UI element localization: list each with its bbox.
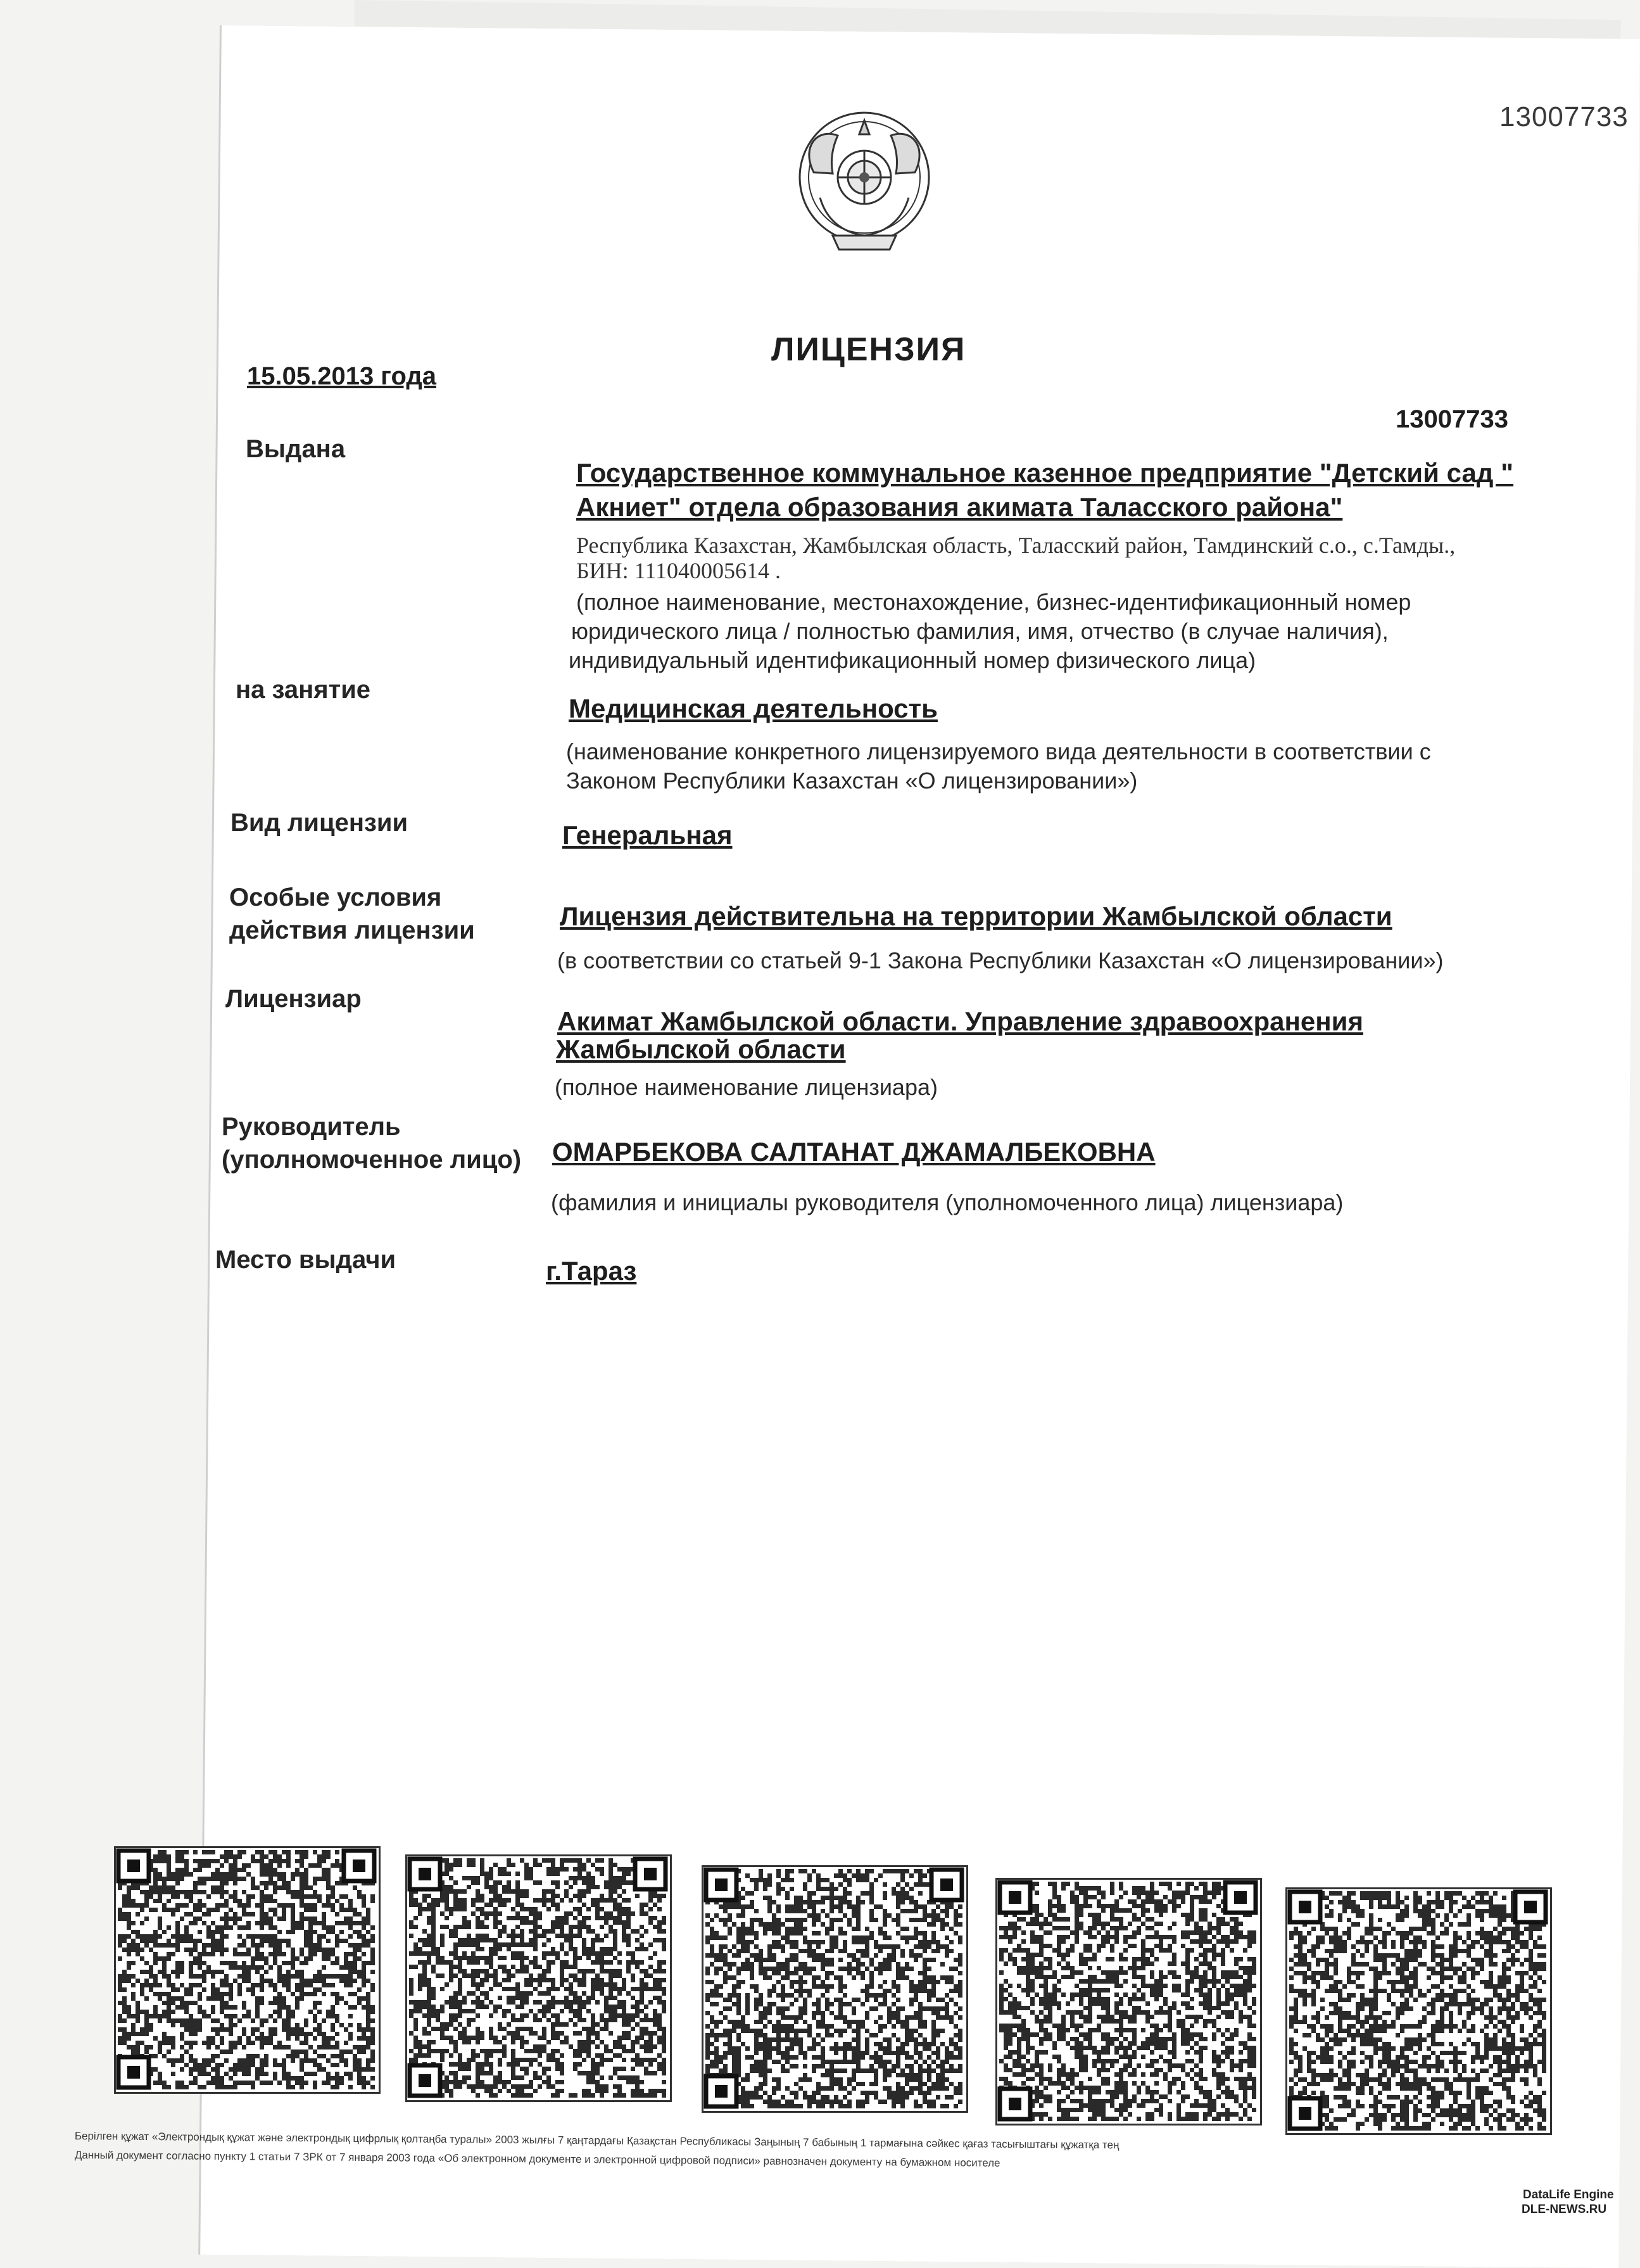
barcode-5 <box>1285 1887 1552 2135</box>
barcode-3 <box>702 1865 968 2113</box>
issued-to-value-line1: Государственное коммунальное казенное предприятие "Детский сад " <box>576 458 1514 488</box>
special-conditions-label-line1: Особые условия <box>229 884 442 911</box>
special-conditions-value: Лицензия действительна на территории Жамбылской области <box>560 901 1392 931</box>
activity-note-line1: (наименование конкретного лицензируемого вида деятельности в соответствии с <box>566 738 1431 764</box>
barcode-4 <box>995 1878 1262 2125</box>
footer-line-ru: Данный документ согласно пункту 1 статьи 7 ЗРК от 7 января 2003 года «Об электронном документе и электронной цифровой подписи» равнозначен документу на бумажном носителе <box>74 2149 1000 2169</box>
issued-to-label: Выдана <box>246 435 346 463</box>
activity-note-line2: Законом Республики Казахстан «О лицензировании») <box>566 768 1138 794</box>
state-emblem-icon <box>788 103 940 267</box>
issued-to-address-line2: БИН: 111040005614 . <box>576 558 781 583</box>
special-conditions-note: (в соответствии со статьей 9-1 Закона Республики Казахстан «О лицензировании») <box>557 947 1444 973</box>
barcode-1 <box>114 1846 381 2094</box>
place-value: г.Тараз <box>546 1256 637 1286</box>
head-label-line2: (уполномоченное лицо) <box>222 1146 522 1174</box>
license-type-label: Вид лицензии <box>230 809 408 837</box>
licensor-value-line2: Жамбылской области <box>556 1034 846 1064</box>
issued-to-note-line2: юридического лица / полностью фамилия, имя, отчество (в случае наличия), <box>571 618 1389 644</box>
document-title: ЛИЦЕНЗИЯ <box>771 331 966 368</box>
head-label-line1: Руководитель <box>222 1113 401 1141</box>
activity-value: Медицинская деятельность <box>569 694 938 723</box>
issued-to-note-line1: (полное наименование, местонахождение, бизнес-идентификационный номер <box>576 589 1411 615</box>
watermark-line2: DLE-NEWS.RU <box>1522 2203 1607 2216</box>
license-type-value: Генеральная <box>562 820 733 850</box>
licensor-label: Лицензиар <box>225 985 362 1013</box>
licensor-note: (полное наименование лицензиара) <box>555 1074 938 1100</box>
activity-label: на занятие <box>236 676 371 704</box>
place-label: Место выдачи <box>215 1246 396 1274</box>
licensor-value-line1: Акимат Жамбылской области. Управление здравоохранения <box>557 1006 1363 1036</box>
head-note: (фамилия и инициалы руководителя (уполномоченного лица) лицензиара) <box>551 1189 1344 1215</box>
registration-number-top: 13007733 <box>1499 101 1629 132</box>
special-conditions-label-line2: действия лицензии <box>229 916 475 944</box>
issued-to-note-line3: индивидуальный идентификационный номер физического лица) <box>569 647 1256 673</box>
barcode-2 <box>405 1854 672 2102</box>
footer-line-kz: Берілген құжат «Электрондық құжат және электрондық цифрлық қолтаңба туралы» 2003 жылғы 7 қаңтардағы Қазақстан Республикасы Заңының 7 бабының 1 тармағына сәйкес қағаз тасығыштағы құжатқа тең <box>74 2130 1120 2151</box>
issue-date: 15.05.2013 года <box>247 362 436 390</box>
registration-number: 13007733 <box>1396 405 1508 433</box>
issued-to-address-line1: Республика Казахстан, Жамбылская область, Таласский район, Тамдинский с.о., с.Тамды., <box>576 533 1456 558</box>
issued-to-value-line2: Акниет" отдела образования акимата Таласского района" <box>576 492 1343 522</box>
watermark-line1: DataLife Engine <box>1523 2188 1614 2201</box>
head-value: ОМАРБЕКОВА САЛТАНАТ ДЖАМАЛБЕКОВНА <box>552 1137 1156 1167</box>
